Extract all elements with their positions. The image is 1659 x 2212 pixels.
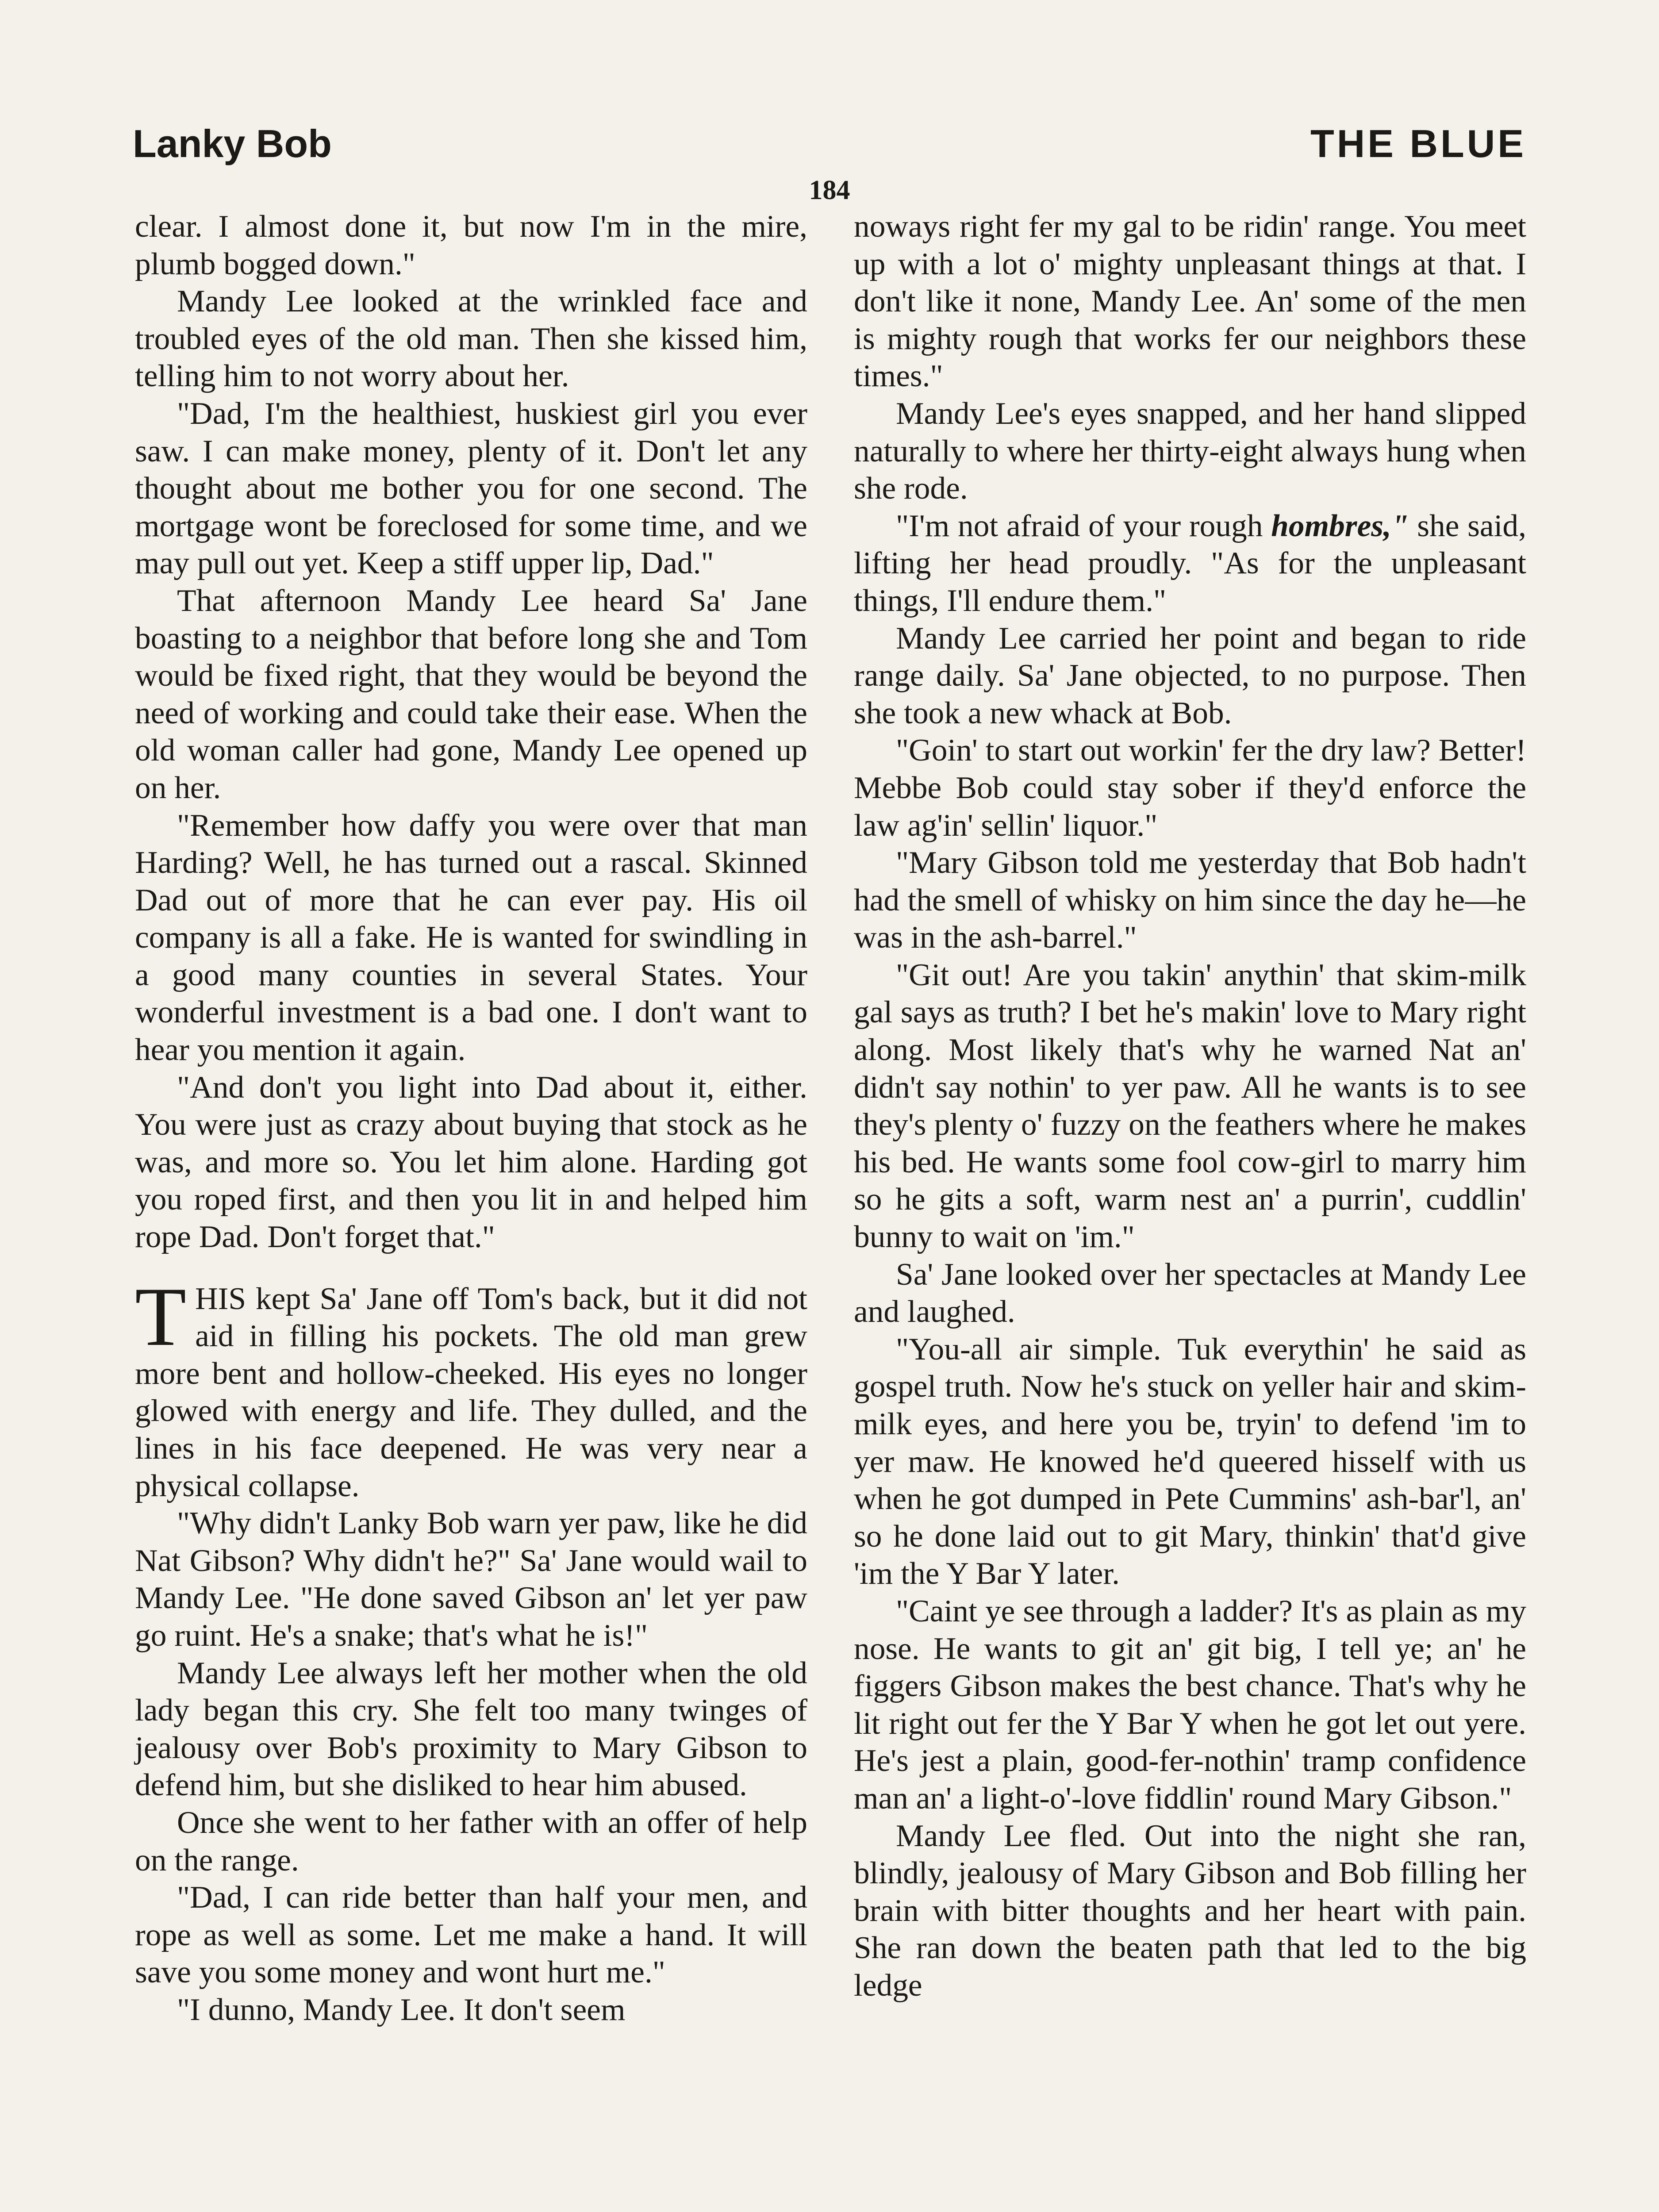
- italic-word: hombres,": [1271, 508, 1409, 543]
- paragraph: "I dunno, Mandy Lee. It don't seem: [177, 1992, 626, 2027]
- paragraph: Mandy Lee fled. Out into the night she ran, blindly, jealousy of Mary Gibson and Bob filling her brain with bitter thoughts and her heart with pain. She ran down the beaten path that led to the big ledge: [854, 1818, 1526, 2003]
- drop-cap: T: [135, 1270, 187, 1363]
- paragraph: clear. I almost done it, but now I'm in the mire, plumb bogged down.": [135, 209, 807, 281]
- paragraph: That afternoon Mandy Lee heard Sa' Jane boasting to a neighbor that before long she and Tom would be fixed right, that they would be beyond the need of working and could take their ease. When the old woman caller had gone, Mandy Lee opened up on her.: [135, 583, 807, 805]
- paragraph: "And don't you light into Dad about it, either. You were just as crazy about buying that stock as he was, and more so. You let him alone. Harding got you roped first, and then you lit in and helped him rope Dad. Don't forget that.": [135, 1069, 807, 1255]
- running-header: [133, 113, 1526, 175]
- paragraph: Mandy Lee carried her point and began to ride range daily. Sa' Jane objected, to no purpose. Then she took a new whack at Bob.: [854, 620, 1526, 730]
- paragraph: "Git out! Are you takin' anythin' that skim-milk gal says as truth? I bet he's makin' love to Mary right along. Most likely that's why he warned Nat an' didn't say nothin' to yer paw. All he wants is to see they's plenty o' fuzzy on the feathers where he makes his bed. He wants some fool cow-girl to marry him so he gits a soft, warm nest an' a purrin', cuddlin' bunny to wait on 'im.": [854, 957, 1526, 1255]
- page-number: 184: [809, 175, 850, 205]
- paragraph: "Caint ye see through a ladder? It's as plain as my nose. He wants to git an' git big, I tell ye; an' he figgers Gibson makes the best chance. That's why he lit right out fer the Y Bar Y when he got let out yere. He's jest a plain, good-fer-nothin' tramp confidence man an' a light-o'-love fiddlin' round Mary Gibson.": [854, 1593, 1526, 1816]
- paragraph: "Why didn't Lanky Bob warn yer paw, like he did Nat Gibson? Why didn't he?" Sa' Jane would wail to Mandy Lee. "He done saved Gibson an' let yer paw go ruint. He's a snake; that's what he is!": [135, 1505, 807, 1653]
- paragraph: Mandy Lee's eyes snapped, and her hand slipped naturally to where her thirty-eight always hung when she rode.: [854, 396, 1526, 506]
- paragraph: "Dad, I can ride better than half your men, and rope as well as some. Let me make a hand. It will save you some money and wont hurt me.": [135, 1880, 807, 1990]
- paragraph: "Remember how daffy you were over that man Harding? Well, he has turned out a rascal. Skinned Dad out of more that he can ever pay. His oil company is all a fake. He is wanted for swindling in a good many counties in several States. Your wonderful investment is a bad one. I don't want to hear you mention it again.: [135, 807, 807, 1068]
- paragraph: Sa' Jane looked over her spectacles at Mandy Lee and laughed.: [854, 1256, 1526, 1329]
- text-run: "I'm not afraid of your rough: [896, 508, 1271, 543]
- paragraph: "Mary Gibson told me yesterday that Bob hadn't had the smell of whisky on him since the day he—he was in the ash-barrel.": [854, 845, 1526, 955]
- paragraph: Once she went to her father with an offer of help on the range.: [135, 1805, 807, 1878]
- paragraph: Mandy Lee looked at the wrinkled face and troubled eyes of the old man. Then she kissed him, telling him to not worry about her.: [135, 284, 807, 394]
- paragraph: [854, 507, 1526, 620]
- right-column: [854, 208, 1526, 2005]
- story-title: Lanky Bob: [133, 122, 332, 165]
- paragraph: noways right fer my gal to be ridin' range. You meet up with a lot o' mighty unpleasant things at that. I don't like it none, Mandy Lee. An' some of the men is mighty rough that works fer our neighbors these times.": [854, 209, 1526, 394]
- paragraph: Mandy Lee always left her mother when the old lady began this cry. She felt too many twinges of jealousy over Bob's proximity to Mary Gibson to defend him, but she disliked to hear him abused.: [135, 1655, 807, 1803]
- text-run: she said, lifting her head proudly. "As for the unpleasant things, I'll endure them.": [854, 508, 1526, 618]
- paragraph: HIS kept Sa' Jane off Tom's back, but it did not aid in filling his pockets. The old man grew more bent and hollow-cheeked. His eyes no longer glowed with energy and life. They dulled, and the lines in his face deepened. He was very near a physical collapse.: [135, 1281, 807, 1503]
- left-column: [135, 208, 807, 2029]
- paragraph: "Goin' to start out workin' fer the dry law? Better! Mebbe Bob could stay sober if they'd enforce the law ag'in' sellin' liquor.": [854, 733, 1526, 843]
- section-break: [135, 1270, 807, 2029]
- paragraph: "You-all air simple. Tuk everythin' he said as gospel truth. Now he's stuck on yeller hair and skim-milk eyes, and here you be, tryin' to defend 'im to yer maw. He knowed he'd queered hisself with us when he got dumped in Pete Cummins' ash-bar'l, an' so he done laid out to git Mary, thinkin' that'd give 'im the Y Bar Y later.: [854, 1331, 1526, 1591]
- paragraph: "Dad, I'm the healthiest, huskiest girl you ever saw. I can make money, plenty of it. Don't let any thought about me bother you for one second. The mortgage wont be foreclosed for some time, and we may pull out yet. Keep a stiff upper lip, Dad.": [135, 396, 807, 581]
- magazine-title: THE BLUE: [1310, 122, 1526, 165]
